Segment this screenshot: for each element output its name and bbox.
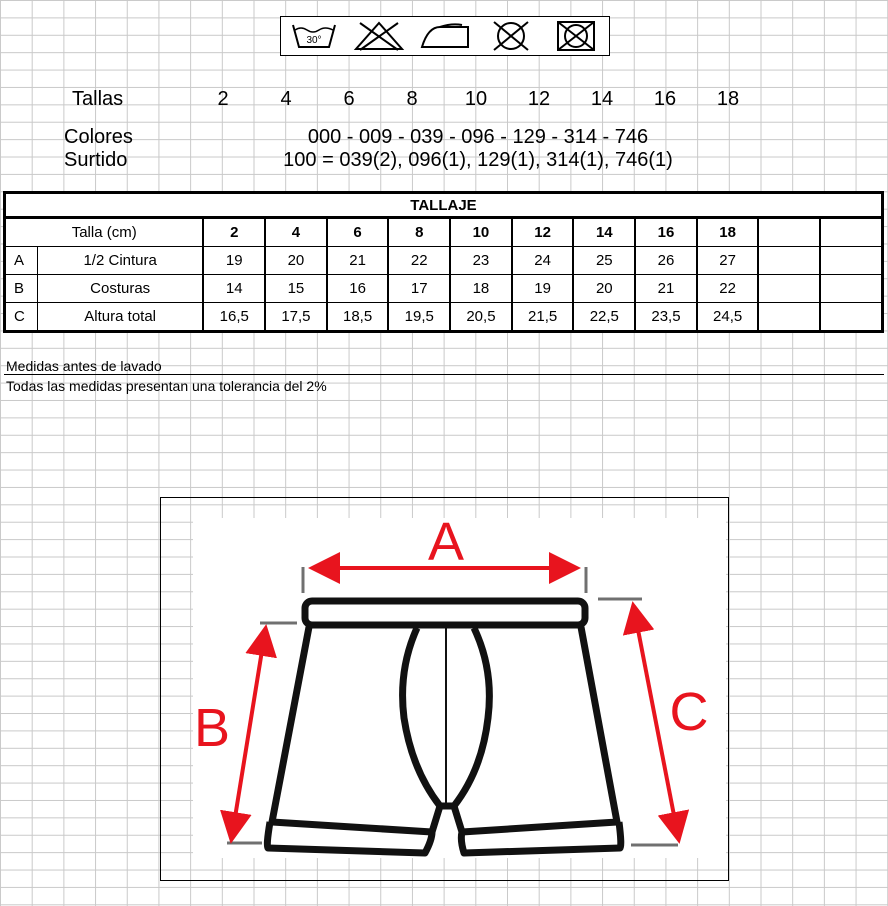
cell-value: 18,5 — [327, 303, 389, 332]
size-header: 4 — [265, 218, 327, 247]
cell-value: 21,5 — [512, 303, 574, 332]
cell-value: 23,5 — [635, 303, 697, 332]
cell-value: 14 — [203, 275, 265, 303]
size-header: 6 — [327, 218, 389, 247]
colores-label: Colores — [64, 126, 133, 148]
surtido-value: 100 = 039(2), 096(1), 129(1), 314(1), 746(1) — [283, 149, 673, 171]
cell-value: 15 — [265, 275, 327, 303]
cell-value: 26 — [635, 247, 697, 275]
note-before-washing: Medidas antes de lavado — [6, 358, 162, 374]
cell-value: 20 — [265, 247, 327, 275]
size-value: 12 — [527, 88, 551, 110]
size-header: 10 — [450, 218, 512, 247]
wash-temp-label: 30° — [306, 35, 322, 46]
row-name: Altura total — [37, 303, 203, 332]
cell-value: 16 — [327, 275, 389, 303]
size-header: 18 — [697, 218, 759, 247]
row-letter: A — [5, 247, 38, 275]
cell-value: 20,5 — [450, 303, 512, 332]
size-value: 14 — [590, 88, 614, 110]
note-tolerance: Todas las medidas presentan una tolerancia del 2% — [6, 378, 327, 394]
cell-value: 17,5 — [265, 303, 327, 332]
size-value: 2 — [217, 88, 229, 110]
size-header: 14 — [573, 218, 635, 247]
size-header: 12 — [512, 218, 574, 247]
label-a: A — [427, 512, 465, 572]
boxer-brief-outline — [267, 601, 620, 853]
colores-value: 000 - 009 - 039 - 096 - 129 - 314 - 746 — [307, 126, 649, 148]
size-header: 8 — [388, 218, 450, 247]
cell-value: 19,5 — [388, 303, 450, 332]
cell-value: 24,5 — [697, 303, 759, 332]
row-letter: B — [5, 275, 38, 303]
size-header: 2 — [203, 218, 265, 247]
cell-value: 22,5 — [573, 303, 635, 332]
table-title: TALLAJE — [5, 193, 883, 218]
cell-value: 22 — [388, 247, 450, 275]
tallas-label: Tallas — [72, 88, 124, 110]
label-c: C — [669, 682, 709, 742]
row-name: Costuras — [37, 275, 203, 303]
cell-value: 18 — [450, 275, 512, 303]
size-value: 4 — [280, 88, 292, 110]
cell-value: 20 — [573, 275, 635, 303]
cell-value: 25 — [573, 247, 635, 275]
size-value: 16 — [653, 88, 677, 110]
cell-value: 27 — [697, 247, 759, 275]
surtido-label: Surtido — [64, 149, 128, 171]
row-letter: C — [5, 303, 38, 332]
row-name: 1/2 Cintura — [37, 247, 203, 275]
cell-value: 23 — [450, 247, 512, 275]
talla-cm-header: Talla (cm) — [5, 218, 204, 247]
cell-value: 17 — [388, 275, 450, 303]
size-value: 10 — [464, 88, 488, 110]
cell-value: 21 — [635, 275, 697, 303]
label-b: B — [193, 698, 231, 758]
cell-value: 24 — [512, 247, 574, 275]
size-header: 16 — [635, 218, 697, 247]
cell-value: 19 — [203, 247, 265, 275]
size-value: 18 — [716, 88, 740, 110]
cell-value: 16,5 — [203, 303, 265, 332]
cell-value: 22 — [697, 275, 759, 303]
arrow-b — [232, 632, 265, 836]
cell-value: 21 — [327, 247, 389, 275]
size-value: 8 — [406, 88, 418, 110]
size-value: 6 — [343, 88, 355, 110]
cell-value: 19 — [512, 275, 574, 303]
